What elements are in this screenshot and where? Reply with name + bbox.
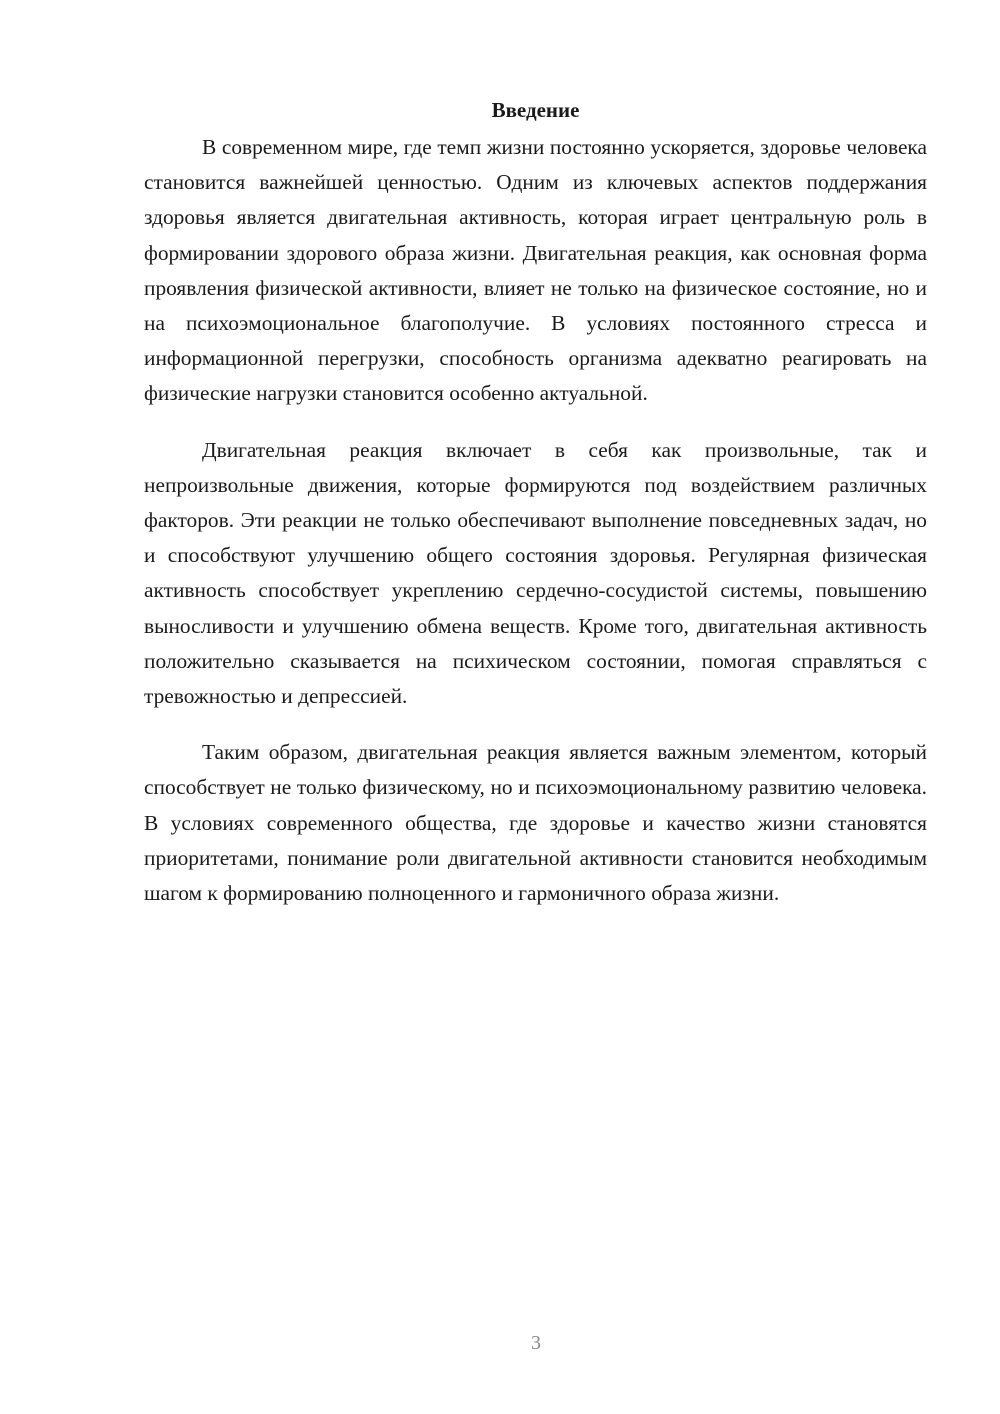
page-number: 3 xyxy=(531,1332,541,1354)
page-content xyxy=(144,92,927,911)
paragraph-2: Двигательная реакция включает в себя как произвольные, так и непроизвольные движения, которые формируются под воздействием различных факторов. Эти реакции не только обеспечивают выполнение повседневных задач, но и способствуют улучшению общего состояния здоровья. Регулярная физическая активность способствует укреплению сердечно-сосудистой системы, повышению выносливости и улучшению обмена веществ. Кроме того, двигательная активность положительно сказывается на психическом состоянии, помогая справляться с тревожностью и депрессией. xyxy=(144,437,927,709)
paragraph-1: В современном мире, где темп жизни постоянно ускоряется, здоровье человека становится важнейшей ценностью. Одним из ключевых аспектов поддержания здоровья является двигательная активность, которая играет центральную роль в формировании здорового образа жизни. Двигательная реакция, как основная форма проявления физической активности, влияет не только на физическое состояние, но и на психоэмоциональное благополучие. В условиях постоянного стресса и информационной перегрузки, способность организма адекватно реагировать на физические нагрузки становится особенно актуальной. xyxy=(144,135,927,406)
page-title: Введение xyxy=(491,98,580,122)
paragraph-3: Таким образом, двигательная реакция является важным элементом, который способствует не только физическому, но и психоэмоциональному развитию человека. В условиях современного общества, где здоровье и качество жизни становятся приоритетами, понимание роли двигательной активности становится необходимым шагом к формированию полноценного и гармоничного образа жизни. xyxy=(144,740,927,906)
